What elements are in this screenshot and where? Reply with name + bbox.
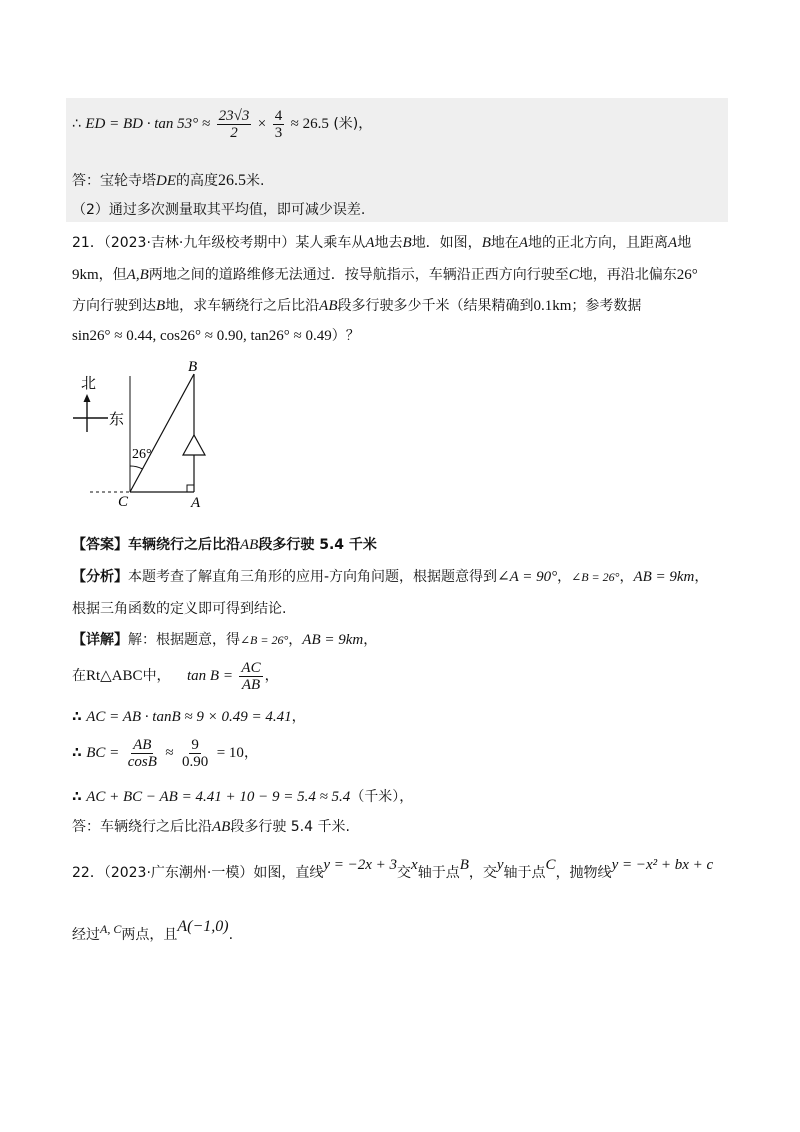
analysis-line2: 根据三角函数的定义即可得到结论. bbox=[72, 601, 287, 617]
q2-line: （2）通过多次测量取其平均值，即可减少误差. bbox=[72, 202, 366, 218]
compass-arrowhead-icon bbox=[84, 394, 91, 402]
q22-line2: 经过A, C两点，且A(−1,0). bbox=[72, 918, 234, 943]
detail-ac-line: ∴ AC = AB · tanB ≈ 9 × 0.49 = 4.41， bbox=[72, 709, 306, 725]
answer-de-line: 答：宝轮寺塔DE的高度26.5米. bbox=[72, 172, 265, 189]
arrow-marker-icon bbox=[183, 435, 205, 455]
analysis-line1: 【分析】本题考查了解直角三角形的应用-方向角问题，根据题意得到∠A = 90°，∠B = 26°，AB = 9km， bbox=[72, 569, 709, 585]
point-a-label: A bbox=[191, 495, 201, 510]
detail-line1: 【详解】解：根据题意，得∠B = 26°，AB = 9km， bbox=[72, 632, 378, 648]
fraction-23root3-over-2: $\frac{23√3}{2}$ bbox=[218, 107, 250, 141]
angle-label: 26° bbox=[132, 447, 152, 462]
segment-cb bbox=[130, 374, 194, 492]
detail-rt-line: 在Rt△ABC中， tan B = $\frac{AC}{AB}$ ， bbox=[72, 659, 279, 693]
fraction-9-over-090: $\frac{9}{0.90}$ bbox=[182, 736, 209, 770]
angle-arc bbox=[130, 466, 143, 469]
q21-line1: 21．（2023·吉林·九年级校考期中）某人乘车从A地去B地．如图，B地在A地的正北方向，且距离A地 bbox=[72, 235, 692, 251]
fraction-ab-over-cosb: $\frac{AB}{\cos B}$ bbox=[127, 736, 157, 770]
ed-equation-line: ∴ ED = BD · tan 53° ≈ $\frac{23√3}{2}$ × $\frac{4}{3}$ ≈ 26.5 (米)， bbox=[72, 107, 373, 141]
detail-bc-line: ∴ BC = $\frac{AB}{\cos B}$ ≈ $\frac{9}{0.90}$ = 10， bbox=[72, 736, 258, 770]
fraction-ac-over-ab: $\frac{AC}{AB}$ bbox=[241, 659, 261, 693]
answer-line: 【答案】车辆绕行之后比沿AB段多行驶 5.4 千米 bbox=[72, 537, 377, 553]
right-angle-mark bbox=[187, 485, 194, 492]
q22-line1: 22．（2023·广东潮州·一模）如图，直线y = −2x + 3交x轴于点B，交y轴于点C，抛物线y = −x² + bx + c bbox=[72, 857, 714, 881]
detail-sum-line: ∴ AC + BC − AB = 4.41 + 10 − 9 = 5.4 ≈ 5.4（千米）， bbox=[72, 789, 414, 805]
ed-result: ≈ 26.5 bbox=[290, 116, 329, 132]
q21-line4: sin26° ≈ 0.44, cos26° ≈ 0.90, tan26° ≈ 0.49）？ bbox=[72, 328, 360, 344]
ed-lhs: ED = BD · tan 53° ≈ bbox=[85, 116, 211, 132]
east-label: 东 bbox=[109, 410, 125, 428]
direction-triangle-figure bbox=[70, 360, 220, 510]
q21-line3: 方向行驶到达B地，求车辆绕行之后比沿AB段多行驶多少千米（结果精确到0.1km；参考数据 bbox=[72, 298, 642, 314]
point-c-label: C bbox=[118, 494, 129, 510]
therefore-symbol: ∴ bbox=[72, 116, 81, 132]
fraction-4-over-3: $\frac{4}{3}$ bbox=[274, 107, 283, 141]
north-label: 北 bbox=[81, 374, 97, 392]
point-b-label: B bbox=[188, 360, 198, 375]
detail-final-line: 答：车辆绕行之后比沿AB段多行驶 5.4 千米. bbox=[72, 819, 350, 835]
q21-line2: 9km，但A,B两地之间的道路维修无法通过．按导航指示，车辆沿正西方向行驶至C地，再沿北偏东26° bbox=[72, 267, 698, 283]
